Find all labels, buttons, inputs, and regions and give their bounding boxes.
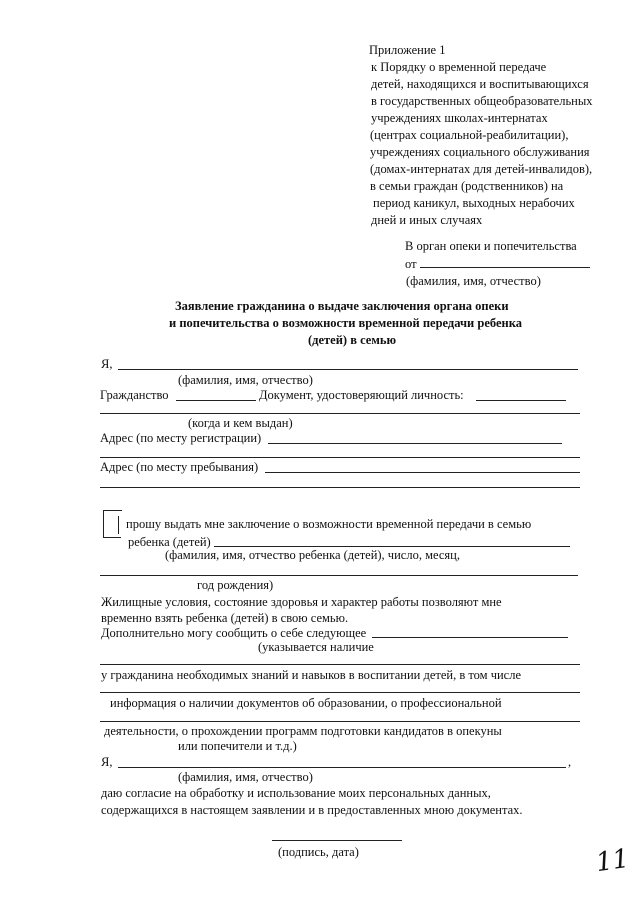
additional-hint: информация о наличии документов об образовании, о профессиональной — [110, 696, 502, 710]
consent-text: даю согласие на обработку и использование моих персональных данных, — [101, 786, 491, 800]
address-stay-field-line2[interactable] — [100, 487, 580, 488]
address-stay-field[interactable] — [265, 472, 580, 473]
request-checkbox[interactable] — [103, 510, 122, 537]
signature-field[interactable] — [272, 840, 402, 841]
addressee-fio-hint: (фамилия, имя, отчество) — [406, 274, 541, 288]
addressee-line: В орган опеки и попечительства — [405, 239, 577, 253]
consent-applicant-label: Я, — [101, 755, 113, 769]
child-birth-field[interactable] — [100, 575, 578, 576]
additional-hint: у гражданина необходимых знаний и навыков в воспитании детей, в том числе — [101, 668, 522, 682]
address-stay-label: Адрес (по месту пребывания) — [100, 460, 259, 474]
applicant-fio-field[interactable] — [118, 369, 578, 370]
applicant-label: Я, — [101, 357, 113, 371]
consent-comma: , — [568, 755, 572, 769]
child-hint: (фамилия, имя, отчество ребенка (детей), число, месяц, — [165, 548, 460, 562]
identity-document-field[interactable] — [476, 400, 566, 401]
additional-hint: (указывается наличие — [258, 640, 374, 654]
appendix-line: (домах-интернатах для детей-инвалидов), — [370, 162, 593, 176]
appendix-line: учреждениях школах-интернатах — [371, 111, 548, 125]
document-title-line1: Заявление гражданина о выдаче заключения органа опеки — [175, 299, 509, 313]
consent-fio-field[interactable] — [118, 767, 566, 768]
citizenship-field[interactable] — [176, 400, 256, 401]
additional-info-field[interactable] — [372, 637, 568, 638]
appendix-line: к Порядку о временной передаче — [371, 60, 547, 74]
document-title-line2: и попечительства о возможности временной передачи ребенка — [169, 316, 522, 330]
applicant-fio-hint: (фамилия, имя, отчество) — [178, 373, 313, 387]
conditions-text: Жилищные условия, состояние здоровья и характер работы позволяют мне — [101, 595, 502, 609]
appendix-line: учреждениях социального обслуживания — [370, 145, 590, 159]
appendix-line: период каникул, выходных нерабочих — [373, 196, 575, 210]
additional-info-line[interactable] — [100, 664, 580, 665]
issued-hint: (когда и кем выдан) — [188, 416, 293, 430]
additional-hint: или попечители и т.д.) — [178, 739, 297, 753]
child-label: ребенка (детей) — [128, 535, 211, 549]
address-registration-field-line2[interactable] — [100, 457, 580, 458]
additional-info-line[interactable] — [100, 721, 580, 722]
conditions-text-2: временно взять ребенка (детей) в свою семью. — [101, 611, 349, 625]
additional-info-line[interactable] — [100, 692, 580, 693]
identity-document-label: Документ, удостоверяющий личность: — [259, 388, 464, 402]
appendix-line: (центрах социальной-реабилитации), — [370, 128, 569, 142]
consent-text-2: содержащихся в настоящем заявлении и в предоставленных мною документах. — [101, 803, 523, 817]
appendix-line: в семьи граждан (родственников) на — [370, 179, 564, 193]
citizenship-label: Гражданство — [100, 388, 169, 402]
signature-hint: (подпись, дата) — [278, 845, 359, 859]
additional-hint: деятельности, о прохождении программ подготовки кандидатов в опекуны — [104, 724, 502, 738]
document-title-line3: (детей) в семью — [308, 333, 397, 347]
request-text: прошу выдать мне заключение о возможности временной передачи в семью — [126, 517, 532, 531]
child-fio-field[interactable] — [214, 546, 570, 547]
address-registration-label: Адрес (по месту регистрации) — [100, 431, 262, 445]
address-registration-field[interactable] — [268, 443, 562, 444]
additional-info-label: Дополнительно могу сообщить о себе следующее — [101, 626, 367, 640]
appendix-title: Приложение 1 — [369, 43, 446, 57]
from-label: от — [405, 257, 417, 271]
from-field[interactable] — [420, 267, 590, 268]
checkbox-underline — [103, 537, 121, 538]
consent-fio-hint: (фамилия, имя, отчество) — [178, 770, 313, 784]
appendix-line: детей, находящихся и воспитывающихся — [371, 77, 589, 91]
child-hint-birth: год рождения) — [197, 578, 274, 592]
appendix-line: в государственных общеобразовательных — [371, 94, 593, 108]
identity-document-field-line2[interactable] — [100, 413, 580, 414]
page-number: 11 — [594, 843, 632, 879]
appendix-line: дней и иных случаях — [371, 213, 483, 227]
